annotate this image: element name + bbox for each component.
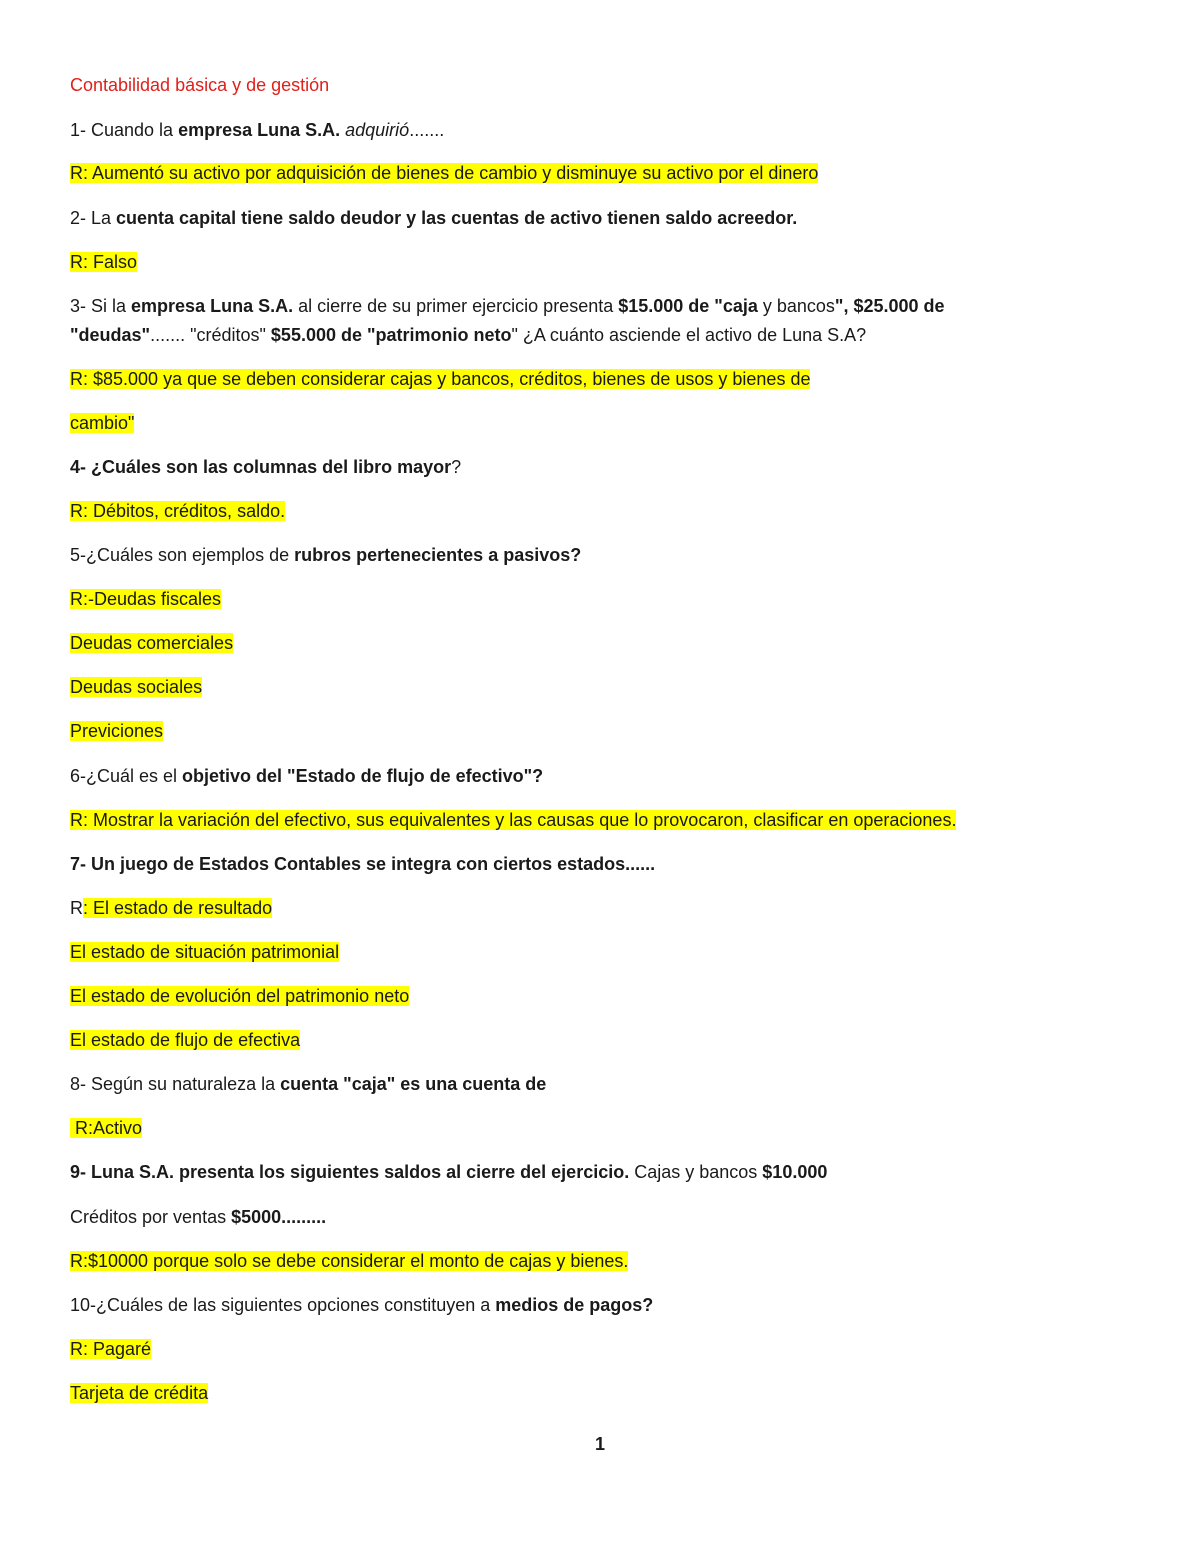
answer-5-item	[70, 586, 221, 612]
answer-10-text-2: Tarjeta de crédita	[70, 1383, 209, 1403]
answer-5-item	[70, 674, 202, 700]
answer-7-item	[70, 895, 272, 921]
q1-italic: adquirió	[340, 120, 410, 140]
question-5	[70, 542, 581, 568]
question-3-line-1	[70, 293, 945, 319]
question-10	[70, 1292, 653, 1318]
q8-bold: cuenta "caja" es una cuenta de	[280, 1074, 547, 1094]
question-2	[70, 205, 797, 231]
q2-text: 2- La	[70, 208, 117, 228]
answer-10-text-1: R: Pagaré	[70, 1339, 152, 1359]
answer-3-text-2: cambio"	[70, 413, 135, 433]
q5-bold: rubros pertenecientes a pasivos?	[294, 545, 582, 565]
q3-text-e: y bancos	[757, 296, 835, 316]
answer-8	[70, 1115, 142, 1141]
question-8	[70, 1071, 546, 1097]
q3-text-question: " ¿A cuánto asciende el activo de Luna S.A?	[511, 325, 867, 345]
q4-bold: 4- ¿Cuáles son las columnas del libro mayor	[70, 457, 452, 477]
answer-7-item	[70, 983, 409, 1009]
page-number: 1	[594, 1434, 605, 1454]
answer-5-item	[70, 630, 233, 656]
q6-bold: objetivo del "Estado de flujo de efectivo"?	[182, 766, 544, 786]
q2-bold: cuenta capital tiene saldo deudor y las cuentas de activo tienen saldo acreedor.	[116, 208, 798, 228]
answer-7-text-4: El estado de flujo de efectiva	[70, 1030, 301, 1050]
q1-suffix: .......	[409, 120, 445, 140]
q9-line2-text: Créditos por ventas	[70, 1207, 232, 1227]
q3-bold-b: empresa Luna S.A.	[131, 296, 294, 316]
q10-text: 10-¿Cuáles de las siguientes opciones constituyen a	[70, 1295, 496, 1315]
q9-bold: 9- Luna S.A. presenta los siguientes saldos al cierre del ejercicio.	[70, 1162, 630, 1182]
answer-7-text-2: El estado de situación patrimonial	[70, 942, 340, 962]
answer-10-item	[70, 1380, 208, 1406]
answer-4-text: R: Débitos, créditos, saldo.	[70, 501, 286, 521]
q7-bold: 7- Un juego de Estados Contables se integra con ciertos estados......	[70, 854, 656, 874]
question-9-line-2	[70, 1204, 326, 1230]
q6-text: 6-¿Cuál es el	[70, 766, 183, 786]
answer-6-text: R: Mostrar la variación del efectivo, sus equivalentes y las causas que lo provocaron, clasificar en operaciones.	[70, 810, 957, 830]
question-4	[70, 454, 461, 480]
answer-5-text-3: Deudas sociales	[70, 677, 203, 697]
answer-7-item	[70, 939, 339, 965]
answer-7-text-3: El estado de evolución del patrimonio neto	[70, 986, 410, 1006]
answer-7-text-1: : El estado de resultado	[83, 898, 273, 918]
answer-7-item	[70, 1027, 300, 1053]
q8-text: 8- Según su naturaleza la	[70, 1074, 281, 1094]
q5-text: 5-¿Cuáles son ejemplos de	[70, 545, 295, 565]
q9-line2-amount: $5000.........	[231, 1207, 327, 1227]
q1-text: 1- Cuando la	[70, 120, 179, 140]
answer-9-text: R:$10000 porque solo se debe considerar el monto de cajas y bienes.	[70, 1251, 629, 1271]
answer-1	[70, 160, 818, 186]
question-7	[70, 851, 655, 877]
q9-amount: $10.000	[762, 1162, 828, 1182]
answer-5-text-2: Deudas comerciales	[70, 633, 234, 653]
q4-suffix: ?	[451, 457, 462, 477]
question-9-line-1	[70, 1159, 827, 1185]
answer-1-text: R: Aumentó su activo por adquisición de bienes de cambio y disminuye su activo por el dinero	[70, 163, 819, 183]
answer-9	[70, 1248, 628, 1274]
q3-text-creditos: ....... "créditos"	[150, 325, 271, 345]
answer-5-text-4: Previciones	[70, 721, 164, 741]
q3-bold-deudas: "deudas"	[70, 325, 151, 345]
answer-2-text: R: Falso	[70, 252, 138, 272]
q3-bold-patrimonio: $55.000 de "patrimonio neto	[270, 325, 512, 345]
q3-text-c: al cierre de su primer ejercicio presenta	[293, 296, 619, 316]
answer-5-item	[70, 718, 163, 744]
answer-5-text-1: R:-Deudas fiscales	[70, 589, 222, 609]
q1-bold: empresa Luna S.A.	[178, 120, 341, 140]
q10-bold: medios de pagos?	[495, 1295, 654, 1315]
q9-text: Cajas y bancos	[629, 1162, 763, 1182]
question-1	[70, 117, 444, 143]
answer-3-line-1	[70, 366, 810, 392]
answer-4	[70, 498, 285, 524]
answer-8-text: R:Activo	[70, 1118, 143, 1138]
answer-3-line-2	[70, 410, 134, 436]
question-3-line-2	[70, 322, 866, 348]
q3-bold-f: ", $25.000 de	[834, 296, 945, 316]
answer-6	[70, 807, 956, 833]
answer-10-item	[70, 1336, 151, 1362]
q3-text-a: 3- Si la	[70, 296, 132, 316]
q3-bold-d: $15.000 de "caja	[618, 296, 758, 316]
answer-2	[70, 249, 137, 275]
answer-7-prefix: R	[70, 898, 83, 918]
document-title: Contabilidad básica y de gestión	[70, 75, 330, 95]
question-6	[70, 763, 543, 789]
answer-3-text-1: R: $85.000 ya que se deben considerar cajas y bancos, créditos, bienes de usos y bienes de	[70, 369, 811, 389]
